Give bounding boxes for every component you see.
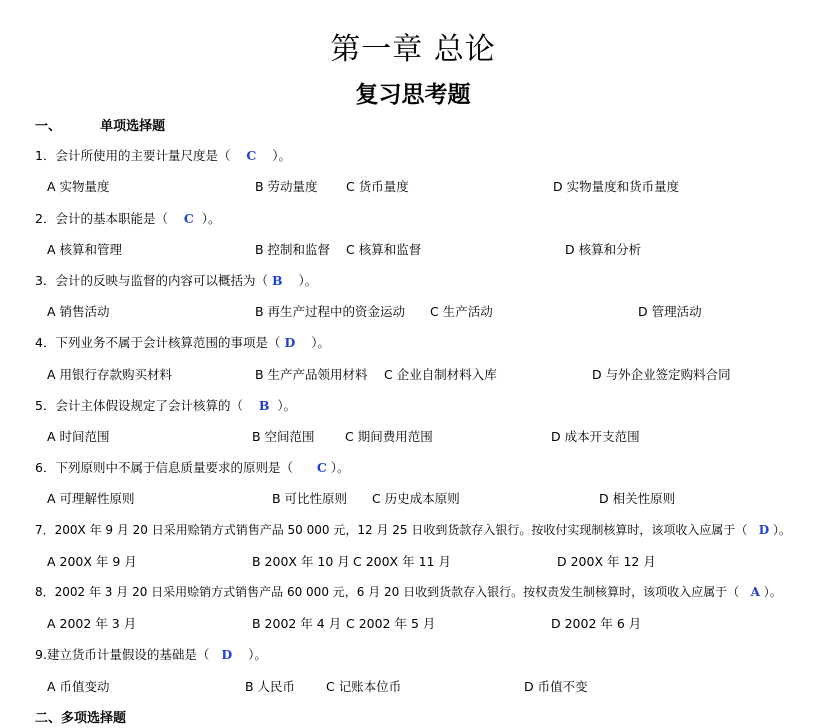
question-suffix: ）。 [298, 273, 318, 288]
question-suffix: ）。 [277, 398, 297, 413]
answer: C [246, 148, 257, 163]
question-text: 4．下列业务不属于会计核算范围的事项是（ [35, 335, 281, 350]
option-d: D 币值不变 [524, 679, 588, 694]
option-a: A 销售活动 [47, 304, 110, 319]
option-a: A 200X 年 9 月 [47, 554, 137, 569]
question-5 [35, 396, 296, 414]
option-d: D 相关性原则 [599, 491, 676, 506]
question-4 [35, 333, 330, 351]
option-d: D 实物量度和货币量度 [553, 179, 680, 194]
option-b: B 空间范围 [252, 429, 315, 444]
option-c: C 2002 年 5 月 [346, 616, 436, 631]
answer: D [284, 335, 296, 350]
option-d: D 管理活动 [638, 304, 702, 319]
answer: C [316, 460, 327, 475]
question-9 [35, 645, 267, 663]
option-b: B 200X 年 10 月 [252, 554, 350, 569]
question-text: 9.建立货币计量假设的基础是（ [35, 647, 210, 662]
option-b: B 劳动量度 [255, 179, 318, 194]
question-text: 2．会计的基本职能是（ [35, 211, 168, 226]
answer: D [221, 647, 233, 662]
question-text: 7．200X 年 9 月 20 日采用赊销方式销售产品 50 000 元，12 月 25 日收到货款存入银行。按收付实现制核算时，该项收入应属于（ [35, 523, 748, 537]
option-b: B 生产产品领用材料 [255, 367, 368, 382]
option-d: D 核算和分析 [565, 242, 642, 257]
question-8 [35, 583, 782, 600]
answer: B [258, 398, 270, 413]
question-text: 5．会计主体假设规定了会计核算的（ [35, 398, 243, 413]
section-heading-multiple-choice: 二、多项选择题 [35, 711, 127, 726]
option-c: C 生产活动 [430, 304, 493, 319]
question-suffix: ）。 [773, 523, 792, 537]
question-text: 6．下列原则中不属于信息质量要求的原则是（ [35, 460, 293, 475]
question-2 [35, 209, 221, 227]
option-a: A 币值变动 [47, 679, 110, 694]
answer: D [758, 523, 770, 537]
section-title: 单项选择题 [100, 119, 166, 134]
option-b: B 控制和监督 [255, 242, 331, 257]
question-text: 8．2002 年 3 月 20 日采用赊销方式销售产品 60 000 元，6 月 20 日收到货款存入银行。按权责发生制核算时，该项收入应属于（ [35, 585, 740, 599]
answer: A [750, 585, 760, 599]
option-d: D 成本开支范围 [551, 429, 640, 444]
option-a: A 实物量度 [47, 179, 110, 194]
option-a: A 2002 年 3 月 [47, 616, 137, 631]
option-d: D 2002 年 6 月 [551, 616, 642, 631]
question-1 [35, 146, 291, 164]
option-c: C 200X 年 11 月 [353, 554, 451, 569]
question-suffix: ）。 [201, 211, 221, 226]
option-b: B 2002 年 4 月 [252, 616, 342, 631]
option-c: C 记账本位币 [326, 679, 402, 694]
question-7 [35, 521, 791, 538]
option-c: C 核算和监督 [346, 242, 422, 257]
option-a: A 核算和管理 [47, 242, 123, 257]
section-heading-single-choice [35, 115, 165, 134]
option-d: D 与外企业签定购料合同 [592, 367, 731, 382]
option-c: C 期间费用范围 [345, 429, 433, 444]
question-3 [35, 271, 317, 289]
option-b: B 人民币 [245, 679, 296, 694]
question-suffix: ）。 [248, 647, 267, 662]
subtitle: 复习思考题 [355, 81, 471, 108]
answer: B [271, 273, 283, 288]
option-c: C 货币量度 [346, 179, 409, 194]
option-c: C 企业自制材料入库 [384, 367, 497, 382]
section-number: 一、 [35, 119, 62, 134]
option-a: A 可理解性原则 [47, 491, 135, 506]
question-suffix: ）。 [763, 585, 782, 599]
option-b: B 可比性原则 [272, 491, 348, 506]
question-suffix: ）。 [330, 460, 350, 475]
chapter-title: 第一章 总论 [330, 32, 496, 67]
question-text: 1．会计所使用的主要计量尺度是（ [35, 148, 231, 163]
option-a: A 时间范围 [47, 429, 110, 444]
question-suffix: ）。 [272, 148, 291, 163]
option-b: B 再生产过程中的资金运动 [255, 304, 406, 319]
question-text: 3．会计的反映与监督的内容可以概括为（ [35, 273, 268, 288]
option-c: C 历史成本原则 [372, 491, 460, 506]
option-d: D 200X 年 12 月 [557, 554, 656, 569]
question-suffix: ）。 [311, 335, 330, 350]
answer: C [183, 211, 194, 226]
question-6 [35, 458, 350, 476]
option-a: A 用银行存款购买材料 [47, 367, 173, 382]
